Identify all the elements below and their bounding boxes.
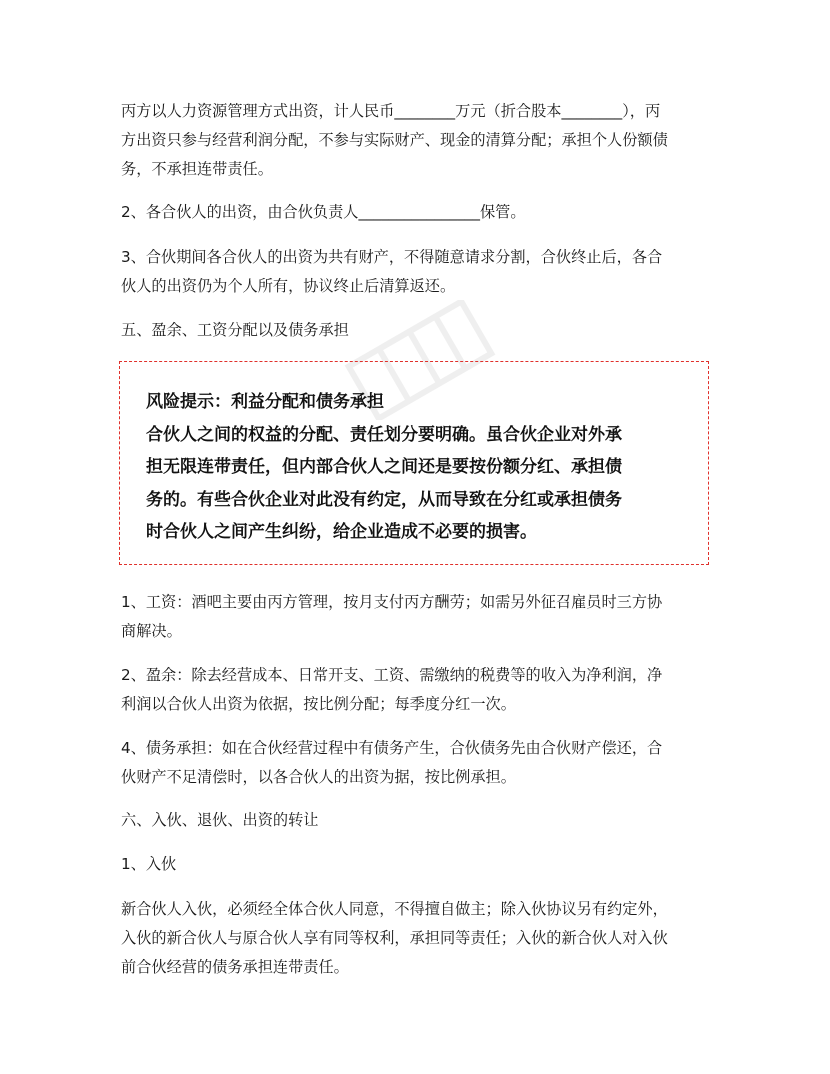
text-line: 入伙的新合伙人与原合伙人享有同等权利，承担同等责任；入伙的新合伙人对入伙 — [121, 929, 668, 947]
paragraph-wages — [121, 588, 711, 646]
text-line: 商解决。 — [121, 622, 182, 640]
text-line: 伙财产不足清偿时，以各合伙人的出资为据，按比例承担。 — [121, 768, 516, 786]
paragraph-debt — [121, 734, 711, 792]
text-line: 前合伙经营的债务承担连带责任。 — [121, 958, 349, 976]
risk-notice-line: 务的。有些合伙企业对此没有约定，从而导致在分红或承担债务 — [146, 489, 622, 510]
risk-notice-text — [146, 386, 691, 549]
paragraph-common-property — [121, 243, 711, 301]
heading-text: 六、入伙、退伙、出资的转让 — [121, 811, 319, 829]
risk-notice-line: 时合伙人之间产生纠纷，给企业造成不必要的损害。 — [146, 522, 537, 542]
text-line: 1、工资：酒吧主要由丙方管理，按月支付丙方酬劳；如需另外征召雇员时三方协 — [121, 593, 663, 611]
text-line: 3、合伙期间各合伙人的出资为共有财产，不得随意请求分割，合伙终止后，各合 — [121, 248, 663, 266]
risk-notice-title: 风险提示：利益分配和债务承担 — [146, 392, 384, 412]
paragraph-surplus — [121, 661, 711, 719]
risk-notice-line: 担无限连带责任，但内部合伙人之间还是要按份额分红、承担债 — [146, 457, 622, 477]
text-line: 4、债务承担：如在合伙经营过程中有债务产生，合伙债务先由合伙财产偿还，合 — [121, 739, 663, 757]
paragraph-custody — [121, 198, 711, 227]
section-heading-5 — [121, 316, 711, 345]
text-line: 2、各合伙人的出资，由合伙负责人________________保管。 — [121, 203, 526, 221]
text-line: 丙方以人力资源管理方式出资，计人民币________万元（折合股本________），丙 — [121, 102, 661, 120]
paragraph-party-c-contribution — [121, 97, 711, 184]
text-line: 新合伙人入伙，必须经全体合伙人同意，不得擅自做主；除入伙协议另有约定外， — [121, 900, 668, 918]
risk-notice-line: 合伙人之间的权益的分配、责任划分要明确。虽合伙企业对外承 — [146, 424, 622, 445]
text-line: 务，不承担连带责任。 — [121, 160, 273, 178]
text-line: 利润以合伙人出资为依据，按比例分配；每季度分红一次。 — [121, 695, 516, 713]
text-line: 伙人的出资仍为个人所有，协议终止后清算返还。 — [121, 277, 456, 295]
paragraph-new-partner — [121, 895, 711, 982]
heading-text: 五、盈余、工资分配以及债务承担 — [121, 321, 349, 339]
text-line: 2、盈余：除去经营成本、日常开支、工资、需缴纳的税费等的收入为净利润，净 — [121, 666, 663, 684]
section-heading-6 — [121, 806, 711, 835]
heading-text: 1、入伙 — [121, 855, 177, 873]
text-line: 方出资只参与经营利润分配，不参与实际财产、现金的清算分配；承担个人份额债 — [121, 131, 668, 149]
subheading-admission — [121, 850, 711, 879]
risk-notice-box — [119, 361, 709, 565]
